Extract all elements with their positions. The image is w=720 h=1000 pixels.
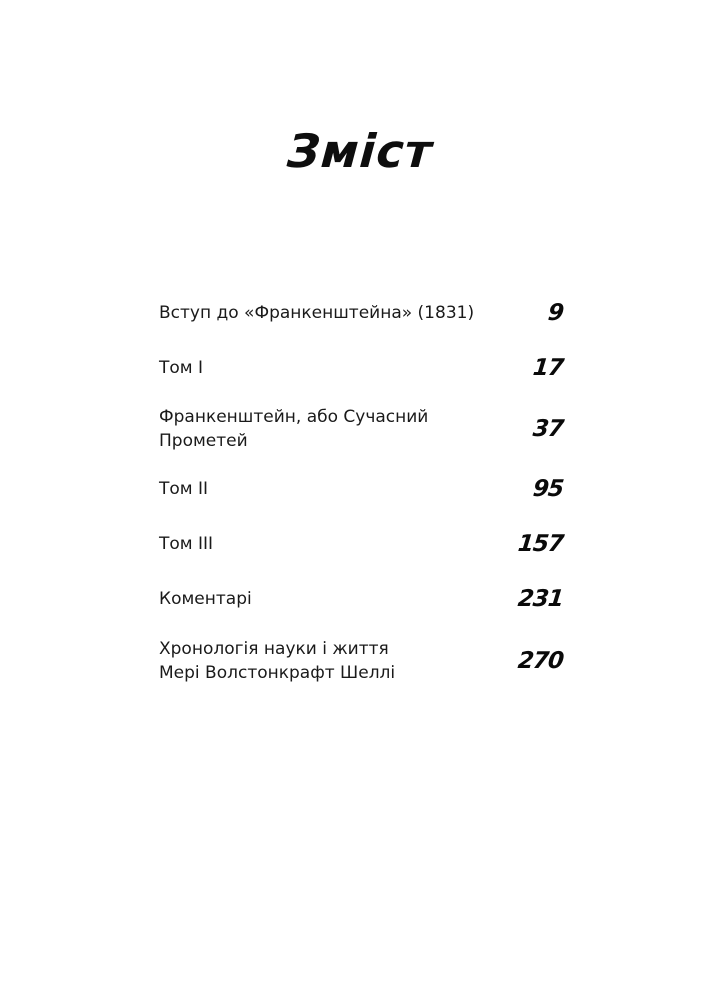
toc-entry-line: Том III xyxy=(159,534,214,554)
toc-page-number: 37 xyxy=(531,416,565,442)
toc-entry xyxy=(159,573,563,625)
toc-page-number: 270 xyxy=(516,648,565,674)
toc-entry-line: Прометей xyxy=(159,431,248,451)
toc-page-number: 17 xyxy=(531,355,565,381)
toc-entry xyxy=(159,403,563,455)
toc-entry xyxy=(159,463,563,515)
toc-entry-title xyxy=(159,477,208,501)
toc-entry xyxy=(159,518,563,570)
toc-entry-title xyxy=(159,301,474,325)
toc-entry-line: Коментарі xyxy=(159,589,252,609)
toc-entry-title xyxy=(159,405,428,453)
toc-entry-line: Том I xyxy=(159,358,204,378)
toc-entry-line: Том II xyxy=(159,479,209,499)
toc-page-number: 9 xyxy=(546,300,565,326)
toc-entry-line: Вступ до «Франкенштейна» (1831) xyxy=(159,303,475,323)
toc-page-number: 231 xyxy=(516,586,565,612)
toc-page-number: 157 xyxy=(516,531,565,557)
page-title: Зміст xyxy=(285,124,435,178)
toc-entry-line: Франкенштейн, або Сучасний xyxy=(159,407,429,427)
toc-entry-line: Мері Волстонкрафт Шеллі xyxy=(159,663,396,683)
toc-page-number: 95 xyxy=(531,476,565,502)
toc-entry-title xyxy=(159,587,252,611)
toc-entry-title xyxy=(159,637,395,685)
toc-entry-title xyxy=(159,356,203,380)
toc-entry xyxy=(159,635,563,687)
toc-entry xyxy=(159,342,563,394)
toc-entry xyxy=(159,287,563,339)
toc-entry-title xyxy=(159,532,213,556)
toc-entry-line: Хронологія науки і життя xyxy=(159,639,389,659)
